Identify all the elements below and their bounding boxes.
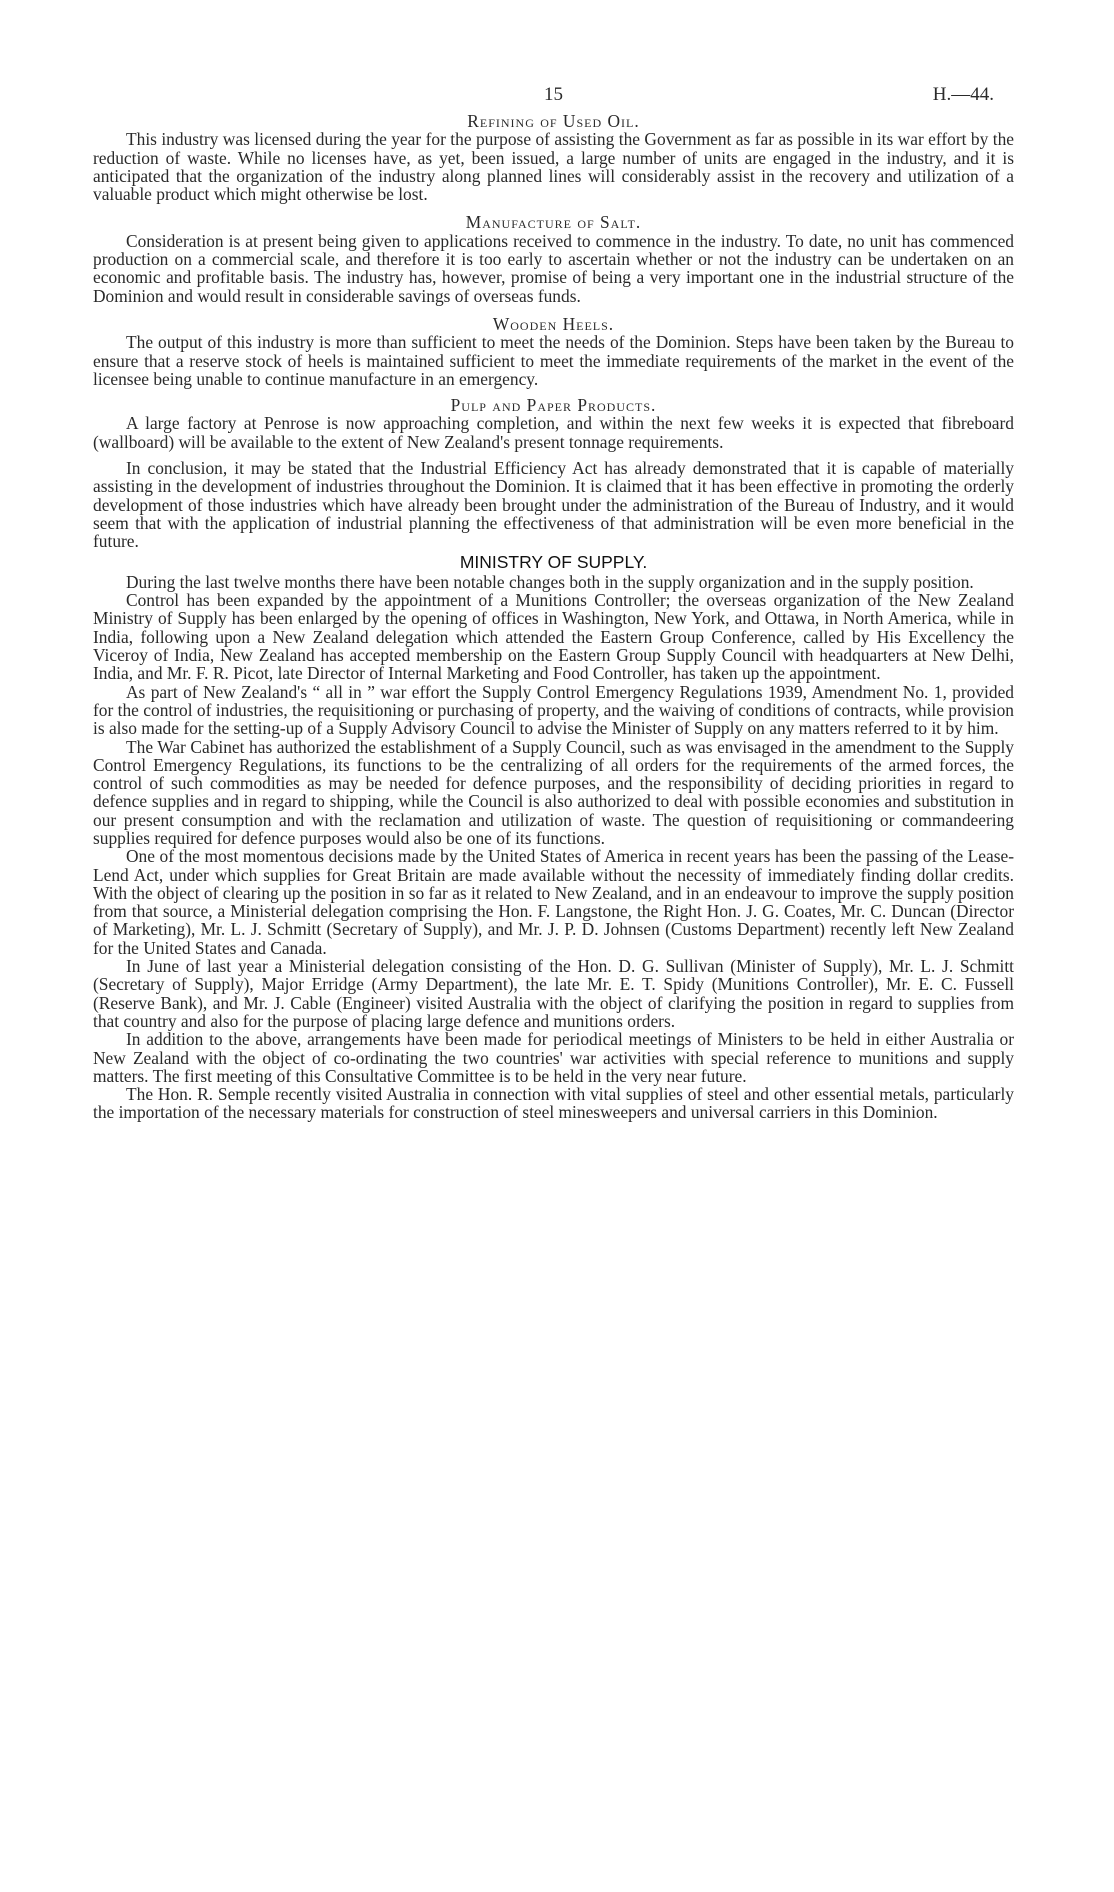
section-heading: Refining of Used Oil.: [467, 111, 640, 131]
paragraph: The War Cabinet has authorized the establishment of a Supply Council, such as was envisaged in the amendment to the Supply Control Emergency Regulations, its functions to be the centralizing of all orders for the requirements of the armed forces, the control of such commodities as may be needed for defence purposes, and the responsibility of deciding priorities in regard to defence supplies and in regard to shipping, while the Council is also authorized to deal with possible economies and substitution in our present consumption and with the reclamation and utilization of waste. The question of requisitioning or commandeering supplies required for defence purposes would also be one of its functions.: [93, 736, 1014, 848]
document-page: [93, 84, 1014, 1123]
section-wooden-heels: [93, 315, 1014, 388]
document-reference: H.—44.: [932, 84, 994, 105]
section-heading: Wooden Heels.: [492, 313, 615, 334]
page-number: 15: [544, 84, 563, 105]
section-heading: Pulp and Paper Products.: [450, 395, 657, 416]
paragraph: Control has been expanded by the appointment of a Munitions Controller; the overseas organization of the New Zealand Ministry of Supply has been enlarged by the opening of offices in Washington, New York, and Ottawa, in North America, while in India, following upon a New Zealand delegation which attended the Eastern Group Conference, called by His Excellency the Viceroy of India, New Zealand has accepted membership on the Eastern Group Supply Council with headquarters at New Delhi, India, and Mr. F. R. Picot, late Director of Internal Marketing and Food Controller, has taken up the appointment.: [93, 590, 1014, 684]
section-pulp-and-paper: [93, 396, 1014, 550]
paragraph: A large factory at Penrose is now approaching completion, and within the next few weeks it is expected that fibreboard (wallboard) will be available to the extent of New Zealand's present tonnage requirements.: [93, 413, 1014, 452]
paragraph: One of the most momentous decisions made by the United States of America in recent years has been the passing of the Lease-Lend Act, under which supplies for Great Britain are made available without the necessity of immediately finding dollar credits. With the object of clearing up the position in so far as it related to New Zealand, and in an endeavour to improve the supply position from that source, a Ministerial delegation comprising the Hon. F. Langstone, the Right Hon. J. G. Coates, Mr. C. Duncan (Director of Marketing), Mr. L. J. Schmitt (Secretary of Supply), and Mr. J. P. D. Johnsen (Customs Department) recently left New Zealand for the United States and Canada.: [93, 846, 1014, 958]
paragraph: In addition to the above, arrangements have been made for periodical meetings of Ministers to be held in either Australia or New Zealand with the object of co-ordinating the two countries' war activities with special reference to munitions and supply matters. The first meeting of this Consultative Committee is to be held in the very near future.: [93, 1029, 1014, 1086]
paragraph: The output of this industry is more than sufficient to meet the needs of the Dominion. Steps have been taken by the Bureau to ensure that a reserve stock of heels is maintained sufficient to meet the immediate requirements of the market in the event of the licensee being unable to continue manufacture in an emergency.: [93, 332, 1014, 389]
section-heading: Manufacture of Salt.: [465, 212, 642, 233]
paragraph: This industry was licensed during the year for the purpose of assisting the Government as far as possible in its war effort by the reduction of waste. While no licenses have, as yet, been issued, a large number of units are engaged in the industry, and it is anticipated that the organization of the industry along planned lines will considerably assist in the recovery and utilization of a valuable product which might otherwise be lost.: [93, 129, 1014, 205]
page-header: [93, 86, 1014, 110]
section-manufacture-of-salt: [93, 213, 1014, 304]
paragraph: The Hon. R. Semple recently visited Australia in connection with vital supplies of steel and other essential metals, particularly the importation of the necessary materials for construction of steel minesweepers and universal carriers in this Dominion.: [93, 1084, 1014, 1123]
paragraph: As part of New Zealand's “ all in ” war effort the Supply Control Emergency Regulations 1939, Amendment No. 1, provided for the control of industries, the requisitioning or purchasing of property, and the waiving of conditions of contracts, while provision is also made for the setting-up of a Supply Advisory Council to advise the Minister of Supply on any matters referred to it by him.: [93, 681, 1014, 739]
paragraph: In June of last year a Ministerial delegation consisting of the Hon. D. G. Sullivan (Minister of Supply), Mr. L. J. Schmitt (Secretary of Supply), Major Erridge (Army Department), the late Mr. E. T. Spidy (Munitions Controller), Mr. E. C. Fussell (Reserve Bank), and Mr. J. Cable (Engineer) visited Australia with the object of clarifying the position in regard to supplies from that country and also for the purpose of placing large defence and munitions orders.: [93, 956, 1014, 1031]
section-heading: MINISTRY OF SUPPLY.: [459, 551, 648, 572]
section-refining-used-oil: [93, 112, 1014, 203]
paragraph: During the last twelve months there have been notable changes both in the supply organization and in the supply position.: [126, 571, 974, 592]
paragraph: Consideration is at present being given to applications received to commence in the industry. To date, no unit has commenced production on a commercial scale, and therefore it is too early to ascertain whether or not the industry can be undertaken on an economic and profitable basis. The industry has, however, promise of being a very important one in the industrial structure of the Dominion and would result in considerable savings of overseas funds.: [93, 230, 1014, 306]
paragraph: In conclusion, it may be stated that the Industrial Efficiency Act has already demonstrated that it is capable of materially assisting in the development of industries throughout the Dominion. It is claimed that it has been effective in promoting the orderly development of those industries which have already been brought under the administration of the Bureau of Industry, and it would seem that with the application of industrial planning the effectiveness of that administration will be even more beneficial in the future.: [93, 458, 1014, 552]
section-ministry-of-supply: [93, 553, 1014, 1122]
